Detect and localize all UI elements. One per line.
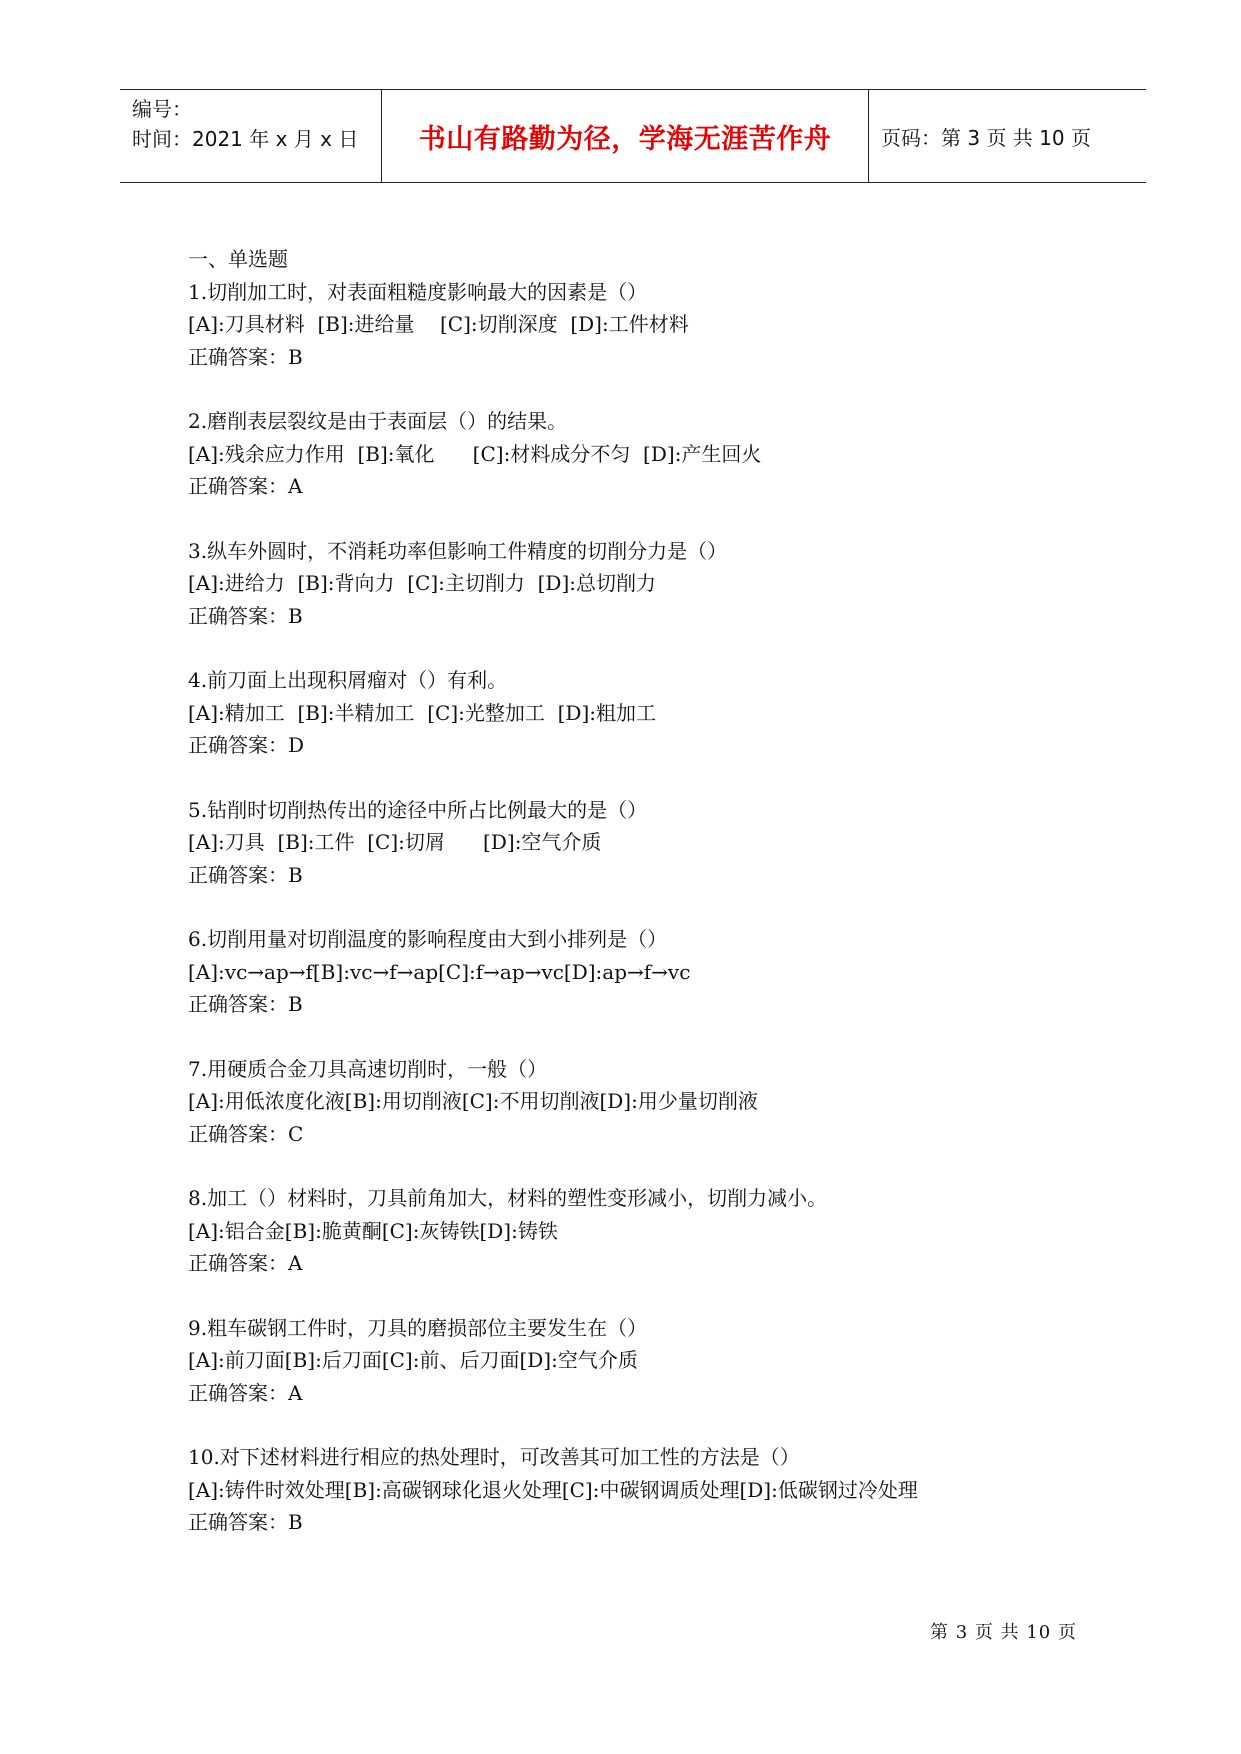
question-text: 2.磨削表层裂纹是由于表面层（）的结果。 [188, 409, 568, 433]
question-item [188, 923, 1088, 1021]
page-header [120, 89, 1146, 183]
question-item [188, 1053, 1088, 1151]
question-answer: 正确答案：B [188, 603, 303, 628]
question-item [188, 276, 1088, 374]
document-number-label: 编号： [132, 97, 192, 121]
question-item [188, 405, 1088, 503]
question-text: 8.加工（）材料时，刀具前角加大，材料的塑性变形减小，切削力减小。 [188, 1186, 828, 1210]
question-answer: 正确答案：B [188, 992, 303, 1016]
question-answer: 正确答案：B [188, 1510, 303, 1534]
question-text: 10.对下述材料进行相应的热处理时，可改善其可加工性的方法是（） [188, 1445, 800, 1469]
question-item [188, 1312, 1088, 1410]
question-options: [A]:刀具 [B]:工件 [C]:切屑 [D]:空气介质 [188, 830, 602, 854]
header-meta [120, 90, 382, 182]
question-answer: 正确答案：A [188, 474, 303, 498]
question-options: [A]:精加工 [B]:半精加工 [C]:光整加工 [D]:粗加工 [188, 700, 656, 725]
question-answer: 正确答案：B [188, 862, 303, 887]
header-page-label: 页码：第 3 页 共 10 页 [881, 125, 1091, 150]
header-motto: 书山有路勤为径，学海无涯苦作舟 [382, 90, 869, 182]
question-text: 3.纵车外圆时，不消耗功率但影响工件精度的切削分力是（） [188, 538, 728, 563]
question-list [188, 243, 1088, 1571]
question-options: [A]:刀具材料 [B]:进给量 [C]:切削深度 [D]:工件材料 [188, 312, 689, 336]
question-options: [A]:前刀面[B]:后刀面[C]:前、后刀面[D]:空气介质 [188, 1348, 638, 1372]
question-item [188, 794, 1088, 892]
question-options: [A]:进给力 [B]:背向力 [C]:主切削力 [D]:总切削力 [188, 571, 656, 595]
document-time-label: 时间：2021 年 x 月 x 日 [132, 127, 359, 151]
question-answer: 正确答案：B [188, 344, 303, 369]
page-footer: 第 3 页 共 10 页 [930, 1622, 1077, 1643]
section-title: 一、单选题 [188, 247, 288, 271]
question-text: 1.切削加工时，对表面粗糙度影响最大的因素是（） [188, 279, 648, 304]
question-item [188, 1182, 1088, 1280]
question-answer: 正确答案：A [188, 1251, 303, 1275]
question-item [188, 664, 1088, 762]
question-options: [A]:残余应力作用 [B]:氧化 [C]:材料成分不匀 [D]:产生回火 [188, 441, 762, 466]
question-answer: 正确答案：A [188, 1380, 303, 1405]
question-options: [A]:铝合金[B]:脆黄酮[C]:灰铸铁[D]:铸铁 [188, 1218, 558, 1243]
question-text: 9.粗车碳钢工件时，刀具的磨损部位主要发生在（） [188, 1315, 648, 1340]
question-options: [A]:vc→ap→f[B]:vc→f→ap[C]:f→ap→vc[D]:ap→f→vc [188, 959, 691, 984]
question-text: 4.前刀面上出现积屑瘤对（）有利。 [188, 668, 508, 692]
question-options: [A]:铸件时效处理[B]:高碳钢球化退火处理[C]:中碳钢调质处理[D]:低碳钢过冷处理 [188, 1477, 918, 1502]
question-item [188, 535, 1088, 633]
question-text: 5.钻削时切削热传出的途径中所占比例最大的是（） [188, 797, 648, 822]
question-text: 7.用硬质合金刀具高速切削时，一般（） [188, 1056, 548, 1081]
question-answer: 正确答案：D [188, 733, 305, 757]
question-answer: 正确答案：C [188, 1121, 304, 1146]
question-item [188, 1441, 1088, 1539]
question-options: [A]:用低浓度化液[B]:用切削液[C]:不用切削液[D]:用少量切削液 [188, 1089, 758, 1113]
question-text: 6.切削用量对切削温度的影响程度由大到小排列是（） [188, 927, 668, 951]
